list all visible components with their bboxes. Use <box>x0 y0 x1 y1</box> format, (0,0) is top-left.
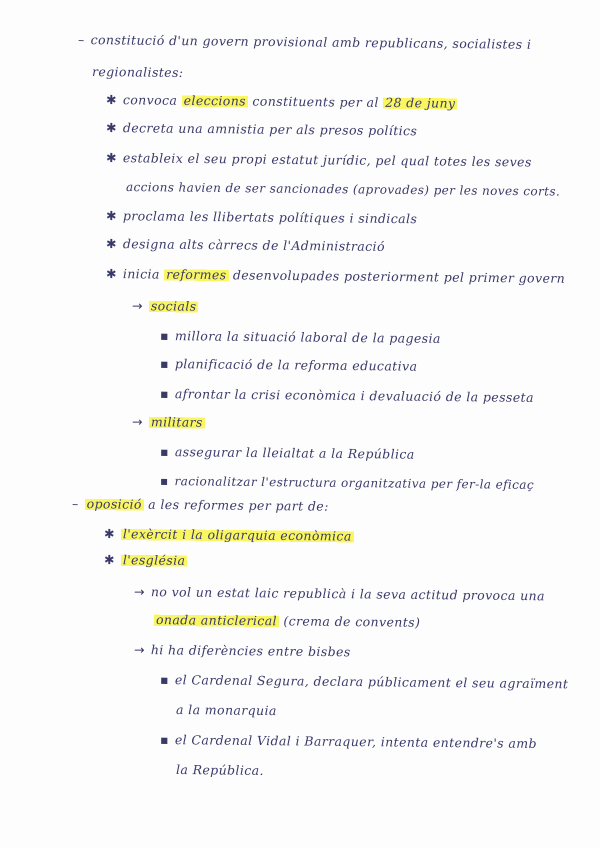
arrow-marker: → <box>133 642 145 658</box>
square-marker: ▪ <box>159 672 169 688</box>
note-line <box>134 642 351 659</box>
note-line <box>160 386 534 405</box>
line-text: estableix el seu propi estatut jurídic, pel qual totes les seves <box>122 150 532 170</box>
highlighted-text: socials <box>150 298 197 314</box>
line-text: (crema de convents) <box>283 613 421 630</box>
arrow-marker: → <box>131 298 143 314</box>
highlighted-text: oposició <box>86 496 142 512</box>
note-line <box>104 552 188 568</box>
square-marker: ▪ <box>159 732 169 748</box>
note-line <box>176 762 264 778</box>
line-text: constituents per al <box>252 93 379 110</box>
line-text: constitució d'un govern provisional amb republicans, socialistes i <box>90 32 532 52</box>
line-text: no vol un estat laic republicà i la seva actitud provoca una <box>150 584 545 604</box>
note-line <box>106 236 385 254</box>
line-text: assegurar la lleialtat a la República <box>174 444 415 462</box>
note-line <box>154 612 420 630</box>
note-line <box>106 266 565 286</box>
arrow-marker: → <box>133 584 145 600</box>
line-text: la República. <box>175 762 264 778</box>
star-marker: ✱ <box>103 526 115 542</box>
square-marker: ▪ <box>159 474 169 489</box>
note-line <box>160 356 418 374</box>
star-marker: ✱ <box>105 120 117 136</box>
square-marker: ▪ <box>159 386 169 402</box>
line-text: a les reformes per part de: <box>148 496 329 514</box>
star-marker: ✱ <box>105 92 117 108</box>
line-text: millora la situació laboral de la pagesia <box>174 328 441 346</box>
note-line <box>126 180 560 199</box>
line-text: decreta una amnistia per als presos polítics <box>122 120 418 139</box>
star-marker: ✱ <box>105 208 117 224</box>
line-text: designa alts càrrecs de l'Administració <box>122 236 386 254</box>
note-line <box>78 32 531 52</box>
note-line <box>132 298 199 314</box>
highlighted-text: reformes <box>166 266 227 283</box>
highlighted-text: eleccions <box>183 92 247 109</box>
line-text: inicia <box>122 266 160 282</box>
note-line <box>176 702 277 718</box>
note-line <box>160 328 441 346</box>
note-line <box>104 526 354 544</box>
highlighted-text: l'església <box>122 552 186 568</box>
star-marker: ✱ <box>105 236 117 252</box>
star-marker: ✱ <box>105 266 117 282</box>
line-text: el Cardenal Vidal i Barraquer, intenta entendre's amb <box>174 732 538 751</box>
line-text: hi ha diferències entre bisbes <box>150 642 351 660</box>
note-line <box>92 64 184 80</box>
highlighted-text: militars <box>150 414 203 430</box>
line-text: afrontar la crisi econòmica i devaluació de la pesseta <box>174 386 534 405</box>
line-text: racionalitzar l'estructura organitzativa per fer-la eficaç <box>174 474 535 492</box>
line-text: a la monarquia <box>175 702 277 719</box>
square-marker: ▪ <box>159 444 169 460</box>
line-text: convoca <box>122 92 178 108</box>
note-line <box>160 672 568 691</box>
star-marker: ✱ <box>103 552 115 568</box>
note-line <box>106 92 458 111</box>
line-text: proclama les llibertats polítiques i sindicals <box>122 208 418 227</box>
note-line <box>160 732 537 751</box>
note-line <box>160 444 415 462</box>
highlighted-text: l'exèrcit i la oligarquia econòmica <box>122 526 352 544</box>
note-line <box>106 208 417 226</box>
arrow-marker: → <box>131 414 143 430</box>
highlighted-text: onada anticlerical <box>155 612 278 629</box>
line-text: planificació de la reforma educativa <box>174 356 418 374</box>
line-text: el Cardenal Segura, declara públicament el seu agraïment <box>174 672 569 692</box>
dash-marker: – <box>71 496 79 512</box>
note-line <box>134 584 545 603</box>
note-line <box>106 120 417 138</box>
star-marker: ✱ <box>105 150 117 166</box>
square-marker: ▪ <box>159 328 169 344</box>
line-text: regionalistes: <box>91 64 184 80</box>
dash-marker: – <box>77 32 85 48</box>
highlighted-text: 28 de juny <box>385 94 456 111</box>
line-text: desenvolupades posteriorment pel primer govern <box>232 267 566 286</box>
note-line <box>106 150 532 169</box>
square-marker: ▪ <box>159 356 169 372</box>
note-line <box>72 496 329 514</box>
line-text: accions havien de ser sancionades (aprovades) per les noves corts. <box>125 180 561 199</box>
note-line <box>132 414 205 430</box>
note-line <box>160 474 534 492</box>
